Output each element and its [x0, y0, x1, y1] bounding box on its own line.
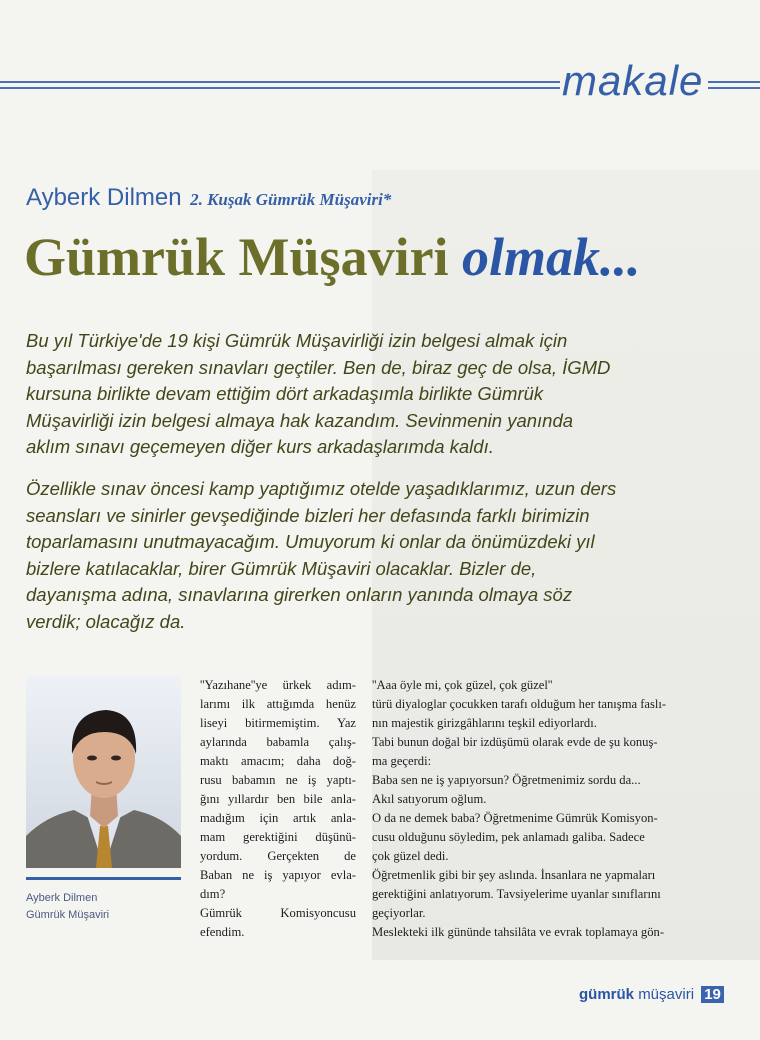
text-line: seansları ve sinirler gevşediğinde bizleri her defasında farklı birimizin: [26, 504, 590, 526]
text-line: Baban ne iş yapıyor evla-: [200, 868, 356, 882]
footer-brand-bold: gümrük: [579, 986, 635, 1003]
intro-paragraph-2: [26, 476, 726, 635]
page-footer: [579, 986, 724, 1003]
text-line: madığım için artık anla-: [200, 811, 356, 825]
footer-brand-light: müşaviri: [638, 986, 695, 1003]
text-line: rusu babamın ne iş yaptı-: [200, 773, 356, 787]
photo-caption: [26, 890, 109, 924]
text-line: çok güzel dedi.: [372, 849, 449, 863]
text-line: dayanışma adına, sınavlarına girerken onların yanında olmaya söz: [26, 584, 573, 605]
text-line: liseyi bitirmemiştim. Yaz: [200, 716, 356, 730]
title-part-2: olmak...: [462, 227, 641, 287]
text-line: başarılması gereken sınavları geçtiler. Ben de, biraz geç de olsa, İGMD: [26, 356, 611, 378]
text-line: ''Yazıhane''ye ürkek adım-: [200, 678, 356, 692]
text-line: bizlere katılacaklar, birer Gümrük Müşaviri olacaklar. Bizler de,: [26, 557, 537, 579]
caption-title: Gümrük Müşaviri: [26, 909, 110, 921]
text-line: nın majestik girizgâhlarını teşkil ediyorlardı.: [372, 716, 597, 730]
body-column-1: [200, 676, 356, 942]
section-label: makale: [562, 57, 704, 104]
text-line: Tabi bunun doğal bir izdüşümü olarak evde de şu konuş-: [372, 735, 658, 749]
text-line: aklım sınavı geçemeyen diğer kurs arkadaşlarımda kaldı.: [26, 436, 494, 457]
body-column-2: [372, 676, 712, 942]
author-photo: [26, 676, 181, 868]
header-rule-left: [0, 81, 560, 89]
text-line: larımı ilk attığımda henüz: [200, 697, 356, 711]
text-line: Gümrük Komisyoncusu: [200, 906, 356, 920]
text-line: Meslekteki ilk gününde tahsilâta ve evrak toplamaya gön-: [372, 925, 665, 939]
caption-name: Ayberk Dilmen: [26, 892, 98, 904]
text-line: Müşavirliği izin belgesi almaya hak kazandım. Sevinmenin yanında: [26, 409, 574, 431]
text-line: Bu yıl Türkiye'de 19 kişi Gümrük Müşavirliği izin belgesi almak için: [26, 330, 568, 351]
text-line: aylarında babamla çalış-: [200, 735, 356, 749]
text-line: Baba sen ne iş yapıyorsun? Öğretmenimiz sordu da...: [372, 773, 641, 787]
text-line: Öğretmenlik gibi bir şey aslında. İnsanlara ne yapmaları: [372, 868, 656, 882]
photo-divider: [26, 877, 181, 880]
byline: [26, 184, 391, 212]
text-line: maktı amacım; daha doğ-: [200, 754, 356, 768]
text-line: Özellikle sınav öncesi kamp yaptığımız otelde yaşadıklarımız, uzun ders: [26, 478, 617, 499]
intro-paragraph-1: [26, 328, 726, 461]
text-line: yordum. Gerçekten de: [200, 849, 356, 863]
text-line: cusu olduğunu söyledim, pek anlamadı galiba. Sadece: [372, 830, 645, 844]
text-line: gerektiğini anlatıyorum. Tavsiyelerime uyanlar sınıflarını: [372, 887, 661, 901]
text-line: O da ne demek baba? Öğretmenime Gümrük Komisyon-: [372, 811, 658, 825]
author-role: 2. Kuşak Gümrük Müşaviri*: [190, 190, 392, 209]
text-line: ğını yıllardır ben bile anla-: [200, 792, 356, 806]
text-line: kursuna birlikte devam ettiğim dört arkadaşımla birlikte Gümrük: [26, 383, 544, 404]
text-line: ma geçerdi:: [372, 754, 432, 768]
text-line: mam gerektiğini düşünü-: [200, 830, 356, 844]
author-name: Ayberk Dilmen: [26, 184, 182, 211]
text-line: verdik; olacağız da.: [26, 610, 186, 632]
portrait-illustration: [26, 676, 181, 868]
text-line: efendim.: [200, 925, 245, 939]
article-title: [24, 222, 641, 292]
title-part-1: Gümrük Müşaviri: [24, 227, 449, 287]
text-line: ''Aaa öyle mi, çok güzel, çok güzel'': [372, 678, 553, 692]
text-line: geçiyorlar.: [372, 906, 426, 920]
header-rule-right: [708, 81, 760, 89]
text-line: toparlamasını unutmayacağım. Umuyorum ki onlar da önümüzdeki yıl: [26, 531, 595, 552]
text-line: Akıl satıyorum oğlum.: [372, 792, 487, 806]
text-line: türü diyaloglar çocukken tarafı olduğum her tanışma faslı-: [372, 697, 667, 711]
text-line: dım?: [200, 887, 226, 901]
page-number: 19: [701, 986, 724, 1003]
